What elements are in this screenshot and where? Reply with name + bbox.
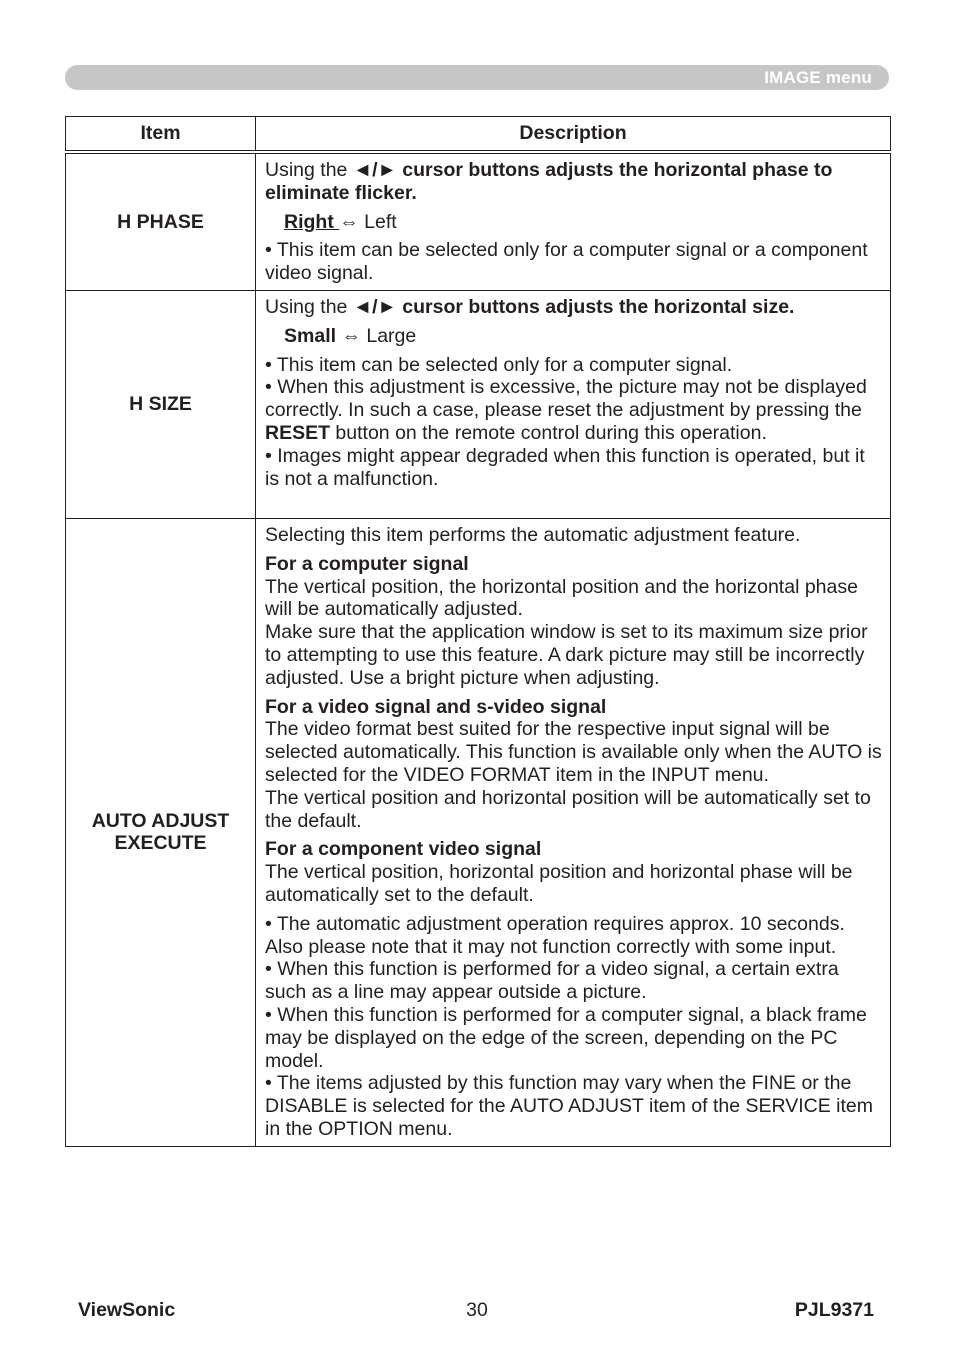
paragraph: The vertical position and horizontal position will be automatically set to the default. [265, 786, 871, 832]
intro-text: Selecting this item performs the automatic adjustment feature. [265, 523, 801, 546]
intro-text [265, 159, 882, 205]
item-h-size: H SIZE [66, 290, 256, 518]
description-h-size [256, 290, 891, 518]
intro-pre: Using the [265, 159, 353, 181]
section-title: IMAGE menu [764, 68, 872, 87]
image-menu-table [65, 116, 891, 1147]
option-default: Small [284, 324, 342, 347]
item-label-line: EXECUTE [114, 832, 207, 855]
note [265, 376, 882, 444]
intro-bold: ◄/► cursor buttons adjusts the horizontal size. [352, 295, 795, 318]
note: • When this function is performed for a computer signal, a black frame may be displayed on the edge of the screen, depending on the PC model. [265, 1003, 867, 1072]
note: • This item can be selected only for a computer signal. [265, 353, 733, 376]
option-alt: Large [360, 324, 417, 347]
note: • The items adjusted by this function may vary when the FINE or the DISABLE is selected for the AUTO ADJUST item of the SERVICE item in the OPTION menu. [265, 1072, 873, 1140]
description-auto-adjust [256, 518, 891, 1146]
table-row-h-phase [66, 152, 891, 290]
note: • This item can be selected only for a computer signal or a component video signal. [265, 239, 868, 285]
intro-bold: ◄/► cursor buttons adjusts the horizontal phase to eliminate flicker. [265, 159, 833, 204]
subheading-component: For a component video signal [265, 838, 542, 861]
description-h-phase [256, 152, 891, 290]
paragraph: The vertical position, the horizontal position and the horizontal phase will be automatically adjusted. [265, 575, 858, 621]
paragraph: The video format best suited for the respective input signal will be selected automatically. This function is available only when the AUTO is selected for the VIDEO FORMAT item in the INPUT menu. [265, 718, 882, 786]
column-header-item: Item [66, 117, 256, 153]
option-default: Right [284, 210, 340, 233]
paragraph: Make sure that the application window is set to its maximum size prior to attempting to use this feature. A dark picture may still be incorrectly adjusted. Use a bright picture when adjusting. [265, 621, 868, 689]
reset-keyword: RESET [265, 421, 331, 444]
double-arrow-icon: ⇔ [339, 210, 359, 233]
table-header-row [66, 117, 891, 153]
item-auto-adjust-execute [66, 518, 256, 1146]
subheading-video: For a video signal and s-video signal [265, 695, 607, 718]
section-header-bar [65, 65, 889, 90]
paragraph: The vertical position, horizontal position and horizontal phase will be automatically set to the default. [265, 861, 853, 906]
note-text: • When this adjustment is excessive, the picture may not be displayed correctly. In such a case, please reset the adjustment by pressing the [265, 376, 867, 422]
footer-model: PJL9371 [794, 1299, 874, 1321]
note: • When this function is performed for a video signal, a certain extra such as a line may appear outside a picture. [265, 958, 839, 1004]
option-line [284, 325, 882, 348]
note-text: button on the remote control during this operation. [330, 421, 767, 444]
subheading-computer: For a computer signal [265, 552, 469, 575]
option-alt: Left [358, 210, 397, 233]
item-label-line: AUTO ADJUST [91, 809, 230, 832]
table-row-auto-adjust [66, 518, 891, 1146]
intro-pre: Using the [265, 295, 353, 318]
note: • Images might appear degraded when this function is operated, but it is not a malfunction. [265, 444, 865, 490]
table-row-h-size [66, 290, 891, 518]
note: • The automatic adjustment operation requires approx. 10 seconds. Also please note that it may not function correctly with some input. [265, 912, 845, 958]
footer-brand: ViewSonic [78, 1299, 176, 1321]
double-arrow-icon: ⇔ [341, 324, 361, 347]
option-line [284, 211, 882, 234]
page-number: 30 [466, 1299, 488, 1321]
item-h-phase: H PHASE [66, 152, 256, 290]
column-header-description: Description [256, 117, 891, 153]
intro-text [265, 296, 882, 319]
